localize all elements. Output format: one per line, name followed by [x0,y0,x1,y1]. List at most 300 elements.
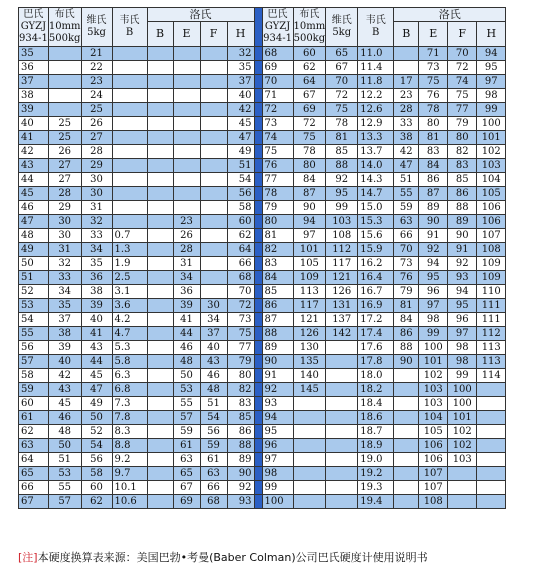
cell-left-rf: 59 [200,439,227,453]
cell-left-re [173,173,200,187]
cell-left-v: 50 [81,411,112,425]
table-divider [254,229,262,243]
cell-left-re: 65 [173,467,200,481]
cell-right-w: 18.9 [358,439,394,453]
cell-right-w: 16.4 [358,271,394,285]
cell-right-rb [394,369,419,383]
table-row [19,145,506,159]
cell-right-re: 97 [419,299,448,313]
cell-right-re: 89 [419,201,448,215]
table-row [19,257,506,271]
table-divider [254,313,262,327]
cell-right-rh: 104 [477,173,506,187]
cell-left-re: 61 [173,439,200,453]
cell-right-re: 92 [419,243,448,257]
cell-left-br [48,47,81,61]
cell-left-b: 65 [19,467,49,481]
cell-right-v: 103 [326,215,358,229]
cell-right-br: 130 [293,341,326,355]
table-divider [254,481,262,495]
cell-left-w: 10.6 [112,495,147,509]
cell-right-rh [477,383,506,397]
header-webster-right-line1: 韦氏 [365,15,386,26]
cell-right-rf: 95 [448,299,477,313]
cell-left-v: 56 [81,453,112,467]
cell-left-rb [147,145,173,159]
cell-left-rf [200,47,227,61]
cell-right-b: 92 [262,383,293,397]
cell-right-b: 77 [262,173,293,187]
cell-right-rh [477,467,506,481]
table-row [19,89,506,103]
cell-left-rb [147,369,173,383]
cell-right-rh: 99 [477,103,506,117]
cell-right-br [293,467,326,481]
cell-right-br [293,453,326,467]
cell-left-rf [200,285,227,299]
table-row [19,75,506,89]
table-divider [254,341,262,355]
cell-right-rf: 72 [448,61,477,75]
cell-left-re: 31 [173,257,200,271]
cell-right-re: 107 [419,467,448,481]
cell-right-br [293,495,326,509]
table-row [19,131,506,145]
cell-right-br: 72 [293,117,326,131]
footnote [18,549,428,565]
cell-right-v: 108 [326,229,358,243]
cell-left-rb [147,313,173,327]
cell-left-re [173,201,200,215]
cell-right-br: 145 [293,383,326,397]
header-rockwell-e: E [173,22,200,47]
header-brinell-right-line1: 布氏 [299,9,320,20]
cell-left-v: 36 [81,271,112,285]
cell-right-w: 18.0 [358,369,394,383]
cell-left-re: 57 [173,411,200,425]
cell-left-w: 4.7 [112,327,147,341]
cell-right-rh: 106 [477,215,506,229]
header-rockwell-right: 洛氏 [394,8,506,22]
table-row [19,117,506,131]
cell-left-rb [147,75,173,89]
header-babbitt-right [262,8,293,47]
cell-left-b: 67 [19,495,49,509]
cell-left-rh: 77 [227,341,254,355]
cell-left-re: 63 [173,453,200,467]
cell-left-re [173,131,200,145]
cell-right-w: 17.6 [358,341,394,355]
cell-right-rh: 108 [477,243,506,257]
table-row [19,61,506,75]
cell-right-br: 69 [293,103,326,117]
cell-left-br: 38 [48,327,81,341]
cell-right-b: 76 [262,159,293,173]
cell-right-rb [394,439,419,453]
cell-right-b: 86 [262,299,293,313]
cell-left-rb [147,439,173,453]
cell-left-rf [200,131,227,145]
cell-left-re: 26 [173,229,200,243]
cell-left-rh: 32 [227,47,254,61]
cell-left-w: 0.7 [112,229,147,243]
cell-right-br: 140 [293,369,326,383]
cell-right-rh: 105 [477,187,506,201]
cell-left-rf [200,103,227,117]
cell-left-rh: 35 [227,61,254,75]
cell-left-w: 2.5 [112,271,147,285]
cell-left-b: 61 [19,411,49,425]
cell-left-v: 52 [81,425,112,439]
footnote-text: 本硬度换算表来源：美国巴勃•考曼(Baber Colman)公司巴氏硬度计使用说明书 [37,551,428,564]
cell-left-rf: 68 [200,495,227,509]
header-vickers [81,8,112,47]
header-rockwell-h-right: H [477,22,506,47]
cell-right-b: 95 [262,425,293,439]
cell-right-v [326,439,358,453]
cell-right-v: 131 [326,299,358,313]
cell-right-re: 90 [419,215,448,229]
table-divider [254,159,262,173]
cell-right-v [326,481,358,495]
cell-left-rh: 85 [227,411,254,425]
cell-left-w: 6.8 [112,383,147,397]
cell-right-v: 95 [326,187,358,201]
cell-right-rf: 86 [448,187,477,201]
cell-left-br: 40 [48,355,81,369]
cell-left-rb [147,495,173,509]
cell-right-rf: 83 [448,159,477,173]
cell-right-br: 117 [293,299,326,313]
cell-right-rf: 77 [448,103,477,117]
cell-left-rf: 30 [200,299,227,313]
cell-left-b: 66 [19,481,49,495]
table-row [19,285,506,299]
cell-left-br: 30 [48,229,81,243]
table-row [19,229,506,243]
header-webster-right-line2: B [372,27,380,38]
cell-left-re: 67 [173,481,200,495]
cell-right-rb: 42 [394,145,419,159]
cell-left-re: 46 [173,341,200,355]
table-divider [254,425,262,439]
header-brinell-right-line2: 10mm [293,21,326,32]
cell-right-rf [448,481,477,495]
table-divider [254,495,262,509]
cell-right-rf: 91 [448,243,477,257]
cell-left-rb [147,425,173,439]
cell-left-v: 21 [81,47,112,61]
cell-right-rb: 79 [394,285,419,299]
cell-left-rb [147,271,173,285]
cell-right-rf: 79 [448,117,477,131]
cell-right-rb: 70 [394,243,419,257]
cell-left-rb [147,355,173,369]
cell-right-rh: 100 [477,117,506,131]
cell-right-v: 117 [326,257,358,271]
cell-right-rb: 81 [394,299,419,313]
cell-right-br: 64 [293,75,326,89]
cell-left-rf: 34 [200,313,227,327]
cell-left-w: 6.3 [112,369,147,383]
table-divider [254,145,262,159]
cell-right-rb: 33 [394,117,419,131]
cell-left-b: 62 [19,425,49,439]
cell-left-br: 51 [48,453,81,467]
cell-right-rf: 100 [448,383,477,397]
table-row [19,453,506,467]
cell-right-rf: 70 [448,47,477,61]
cell-right-b: 84 [262,271,293,285]
cell-left-b: 49 [19,243,49,257]
cell-right-rb: 59 [394,201,419,215]
cell-left-b: 35 [19,47,49,61]
cell-right-re: 105 [419,425,448,439]
cell-left-br: 29 [48,201,81,215]
cell-right-rh: 114 [477,369,506,383]
cell-left-v: 25 [81,103,112,117]
cell-left-w: 9.2 [112,453,147,467]
cell-left-w: 9.7 [112,467,147,481]
cell-right-b: 83 [262,257,293,271]
cell-right-w: 16.2 [358,257,394,271]
table-row [19,341,506,355]
cell-left-w: 4.2 [112,313,147,327]
cell-left-v: 49 [81,397,112,411]
cell-right-w: 12.6 [358,103,394,117]
cell-right-w: 12.2 [358,89,394,103]
cell-right-rb [394,425,419,439]
table-divider [254,397,262,411]
cell-left-rh: 64 [227,243,254,257]
cell-left-v: 35 [81,257,112,271]
cell-right-v: 85 [326,145,358,159]
cell-right-br [293,397,326,411]
cell-right-br [293,425,326,439]
cell-right-rf: 75 [448,89,477,103]
cell-right-v: 121 [326,271,358,285]
table-divider [254,299,262,313]
cell-right-rh [477,481,506,495]
cell-right-rh: 109 [477,271,506,285]
cell-left-rb [147,187,173,201]
cell-left-re [173,159,200,173]
header-brinell-line1: 布氏 [54,9,75,20]
cell-left-re: 53 [173,383,200,397]
cell-left-rb [147,89,173,103]
header-brinell-right [293,8,326,47]
cell-right-rh: 94 [477,47,506,61]
cell-right-re: 84 [419,159,448,173]
cell-right-re: 103 [419,383,448,397]
cell-left-br: 55 [48,481,81,495]
cell-right-w: 18.4 [358,397,394,411]
cell-right-br [293,439,326,453]
cell-right-v: 75 [326,103,358,117]
table-divider [254,8,262,47]
cell-left-b: 59 [19,383,49,397]
cell-left-rb [147,257,173,271]
cell-left-b: 60 [19,397,49,411]
cell-right-rh: 103 [477,159,506,173]
header-brinell-line2: 10mm [48,21,81,32]
cell-left-br: 50 [48,439,81,453]
cell-right-rh: 102 [477,145,506,159]
cell-right-rb: 38 [394,131,419,145]
cell-right-re: 81 [419,131,448,145]
cell-right-rf: 82 [448,145,477,159]
cell-left-br: 45 [48,397,81,411]
cell-left-w: 8.8 [112,439,147,453]
cell-left-w: 3.6 [112,299,147,313]
cell-left-rh: 73 [227,313,254,327]
cell-left-rf [200,187,227,201]
cell-left-re [173,61,200,75]
cell-left-w: 7.8 [112,411,147,425]
table-row [19,425,506,439]
cell-right-rf: 80 [448,131,477,145]
cell-right-rb: 90 [394,355,419,369]
cell-left-v: 31 [81,201,112,215]
header-rockwell-b-right: B [394,22,419,47]
header-vickers-right [326,8,358,47]
cell-left-rf [200,271,227,285]
cell-left-b: 42 [19,145,49,159]
cell-left-re: 41 [173,313,200,327]
table-row [19,481,506,495]
cell-left-w [112,117,147,131]
table-divider [254,411,262,425]
cell-left-rh: 72 [227,299,254,313]
cell-left-rb [147,411,173,425]
cell-left-rf: 63 [200,467,227,481]
cell-left-w: 1.3 [112,243,147,257]
table-divider [254,271,262,285]
cell-right-re: 104 [419,411,448,425]
table-divider [254,47,262,61]
cell-left-w [112,145,147,159]
cell-left-rb [147,201,173,215]
table-row [19,467,506,481]
table-row [19,243,506,257]
cell-left-rh: 86 [227,425,254,439]
header-vickers-line1: 维氏 [86,15,107,26]
cell-right-w: 19.0 [358,453,394,467]
cell-right-rb: 66 [394,229,419,243]
cell-left-rf [200,215,227,229]
cell-right-v [326,355,358,369]
cell-left-b: 56 [19,341,49,355]
table-divider [254,467,262,481]
cell-right-re: 106 [419,439,448,453]
cell-right-w: 14.0 [358,159,394,173]
cell-right-rb: 73 [394,257,419,271]
cell-left-v: 38 [81,285,112,299]
cell-right-rh [477,411,506,425]
cell-left-w [112,215,147,229]
cell-right-rf [448,467,477,481]
cell-left-w: 3.1 [112,285,147,299]
cell-left-b: 50 [19,257,49,271]
cell-left-re [173,117,200,131]
cell-right-rb [394,61,419,75]
cell-left-b: 54 [19,313,49,327]
cell-left-b: 40 [19,117,49,131]
cell-right-v [326,369,358,383]
cell-left-b: 43 [19,159,49,173]
cell-left-rb [147,159,173,173]
cell-right-v: 67 [326,61,358,75]
cell-right-re: 107 [419,481,448,495]
cell-left-re [173,89,200,103]
cell-left-re: 34 [173,271,200,285]
header-babbitt [19,8,49,47]
cell-right-v [326,425,358,439]
cell-right-br: 113 [293,285,326,299]
cell-left-re: 39 [173,299,200,313]
cell-left-br: 37 [48,313,81,327]
cell-right-rh: 107 [477,229,506,243]
cell-left-rb [147,229,173,243]
cell-right-w: 18.6 [358,411,394,425]
table-row [19,397,506,411]
table-divider [254,215,262,229]
cell-right-rh: 95 [477,61,506,75]
cell-right-b: 97 [262,453,293,467]
cell-right-v: 92 [326,173,358,187]
cell-right-w: 13.7 [358,145,394,159]
cell-left-rb [147,103,173,117]
cell-left-rf [200,61,227,75]
cell-left-br: 48 [48,425,81,439]
cell-left-v: 30 [81,173,112,187]
cell-right-w: 13.3 [358,131,394,145]
cell-left-br: 25 [48,117,81,131]
cell-left-rb [147,243,173,257]
cell-right-b: 93 [262,397,293,411]
cell-right-rh [477,397,506,411]
cell-left-br: 30 [48,215,81,229]
cell-right-re: 98 [419,313,448,327]
cell-right-re: 78 [419,103,448,117]
cell-right-b: 71 [262,89,293,103]
cell-left-v: 23 [81,75,112,89]
header-rockwell-h: H [227,22,254,47]
cell-right-re: 106 [419,453,448,467]
table-row [19,159,506,173]
cell-right-rb [394,481,419,495]
cell-left-rh: 79 [227,355,254,369]
cell-right-w: 18.2 [358,383,394,397]
table-row [19,369,506,383]
cell-left-rb [147,453,173,467]
header-vickers-line2: 5kg [87,27,106,38]
cell-right-w: 15.0 [358,201,394,215]
cell-left-rb [147,131,173,145]
cell-left-w [112,159,147,173]
cell-right-rb [394,397,419,411]
cell-right-rb: 63 [394,215,419,229]
table-divider [254,187,262,201]
cell-left-b: 47 [19,215,49,229]
cell-left-re [173,145,200,159]
cell-left-v: 41 [81,327,112,341]
cell-left-rh: 56 [227,187,254,201]
header-vickers-right-line1: 维氏 [331,15,352,26]
cell-right-rf: 90 [448,229,477,243]
table-row [19,47,506,61]
cell-left-re [173,103,200,117]
